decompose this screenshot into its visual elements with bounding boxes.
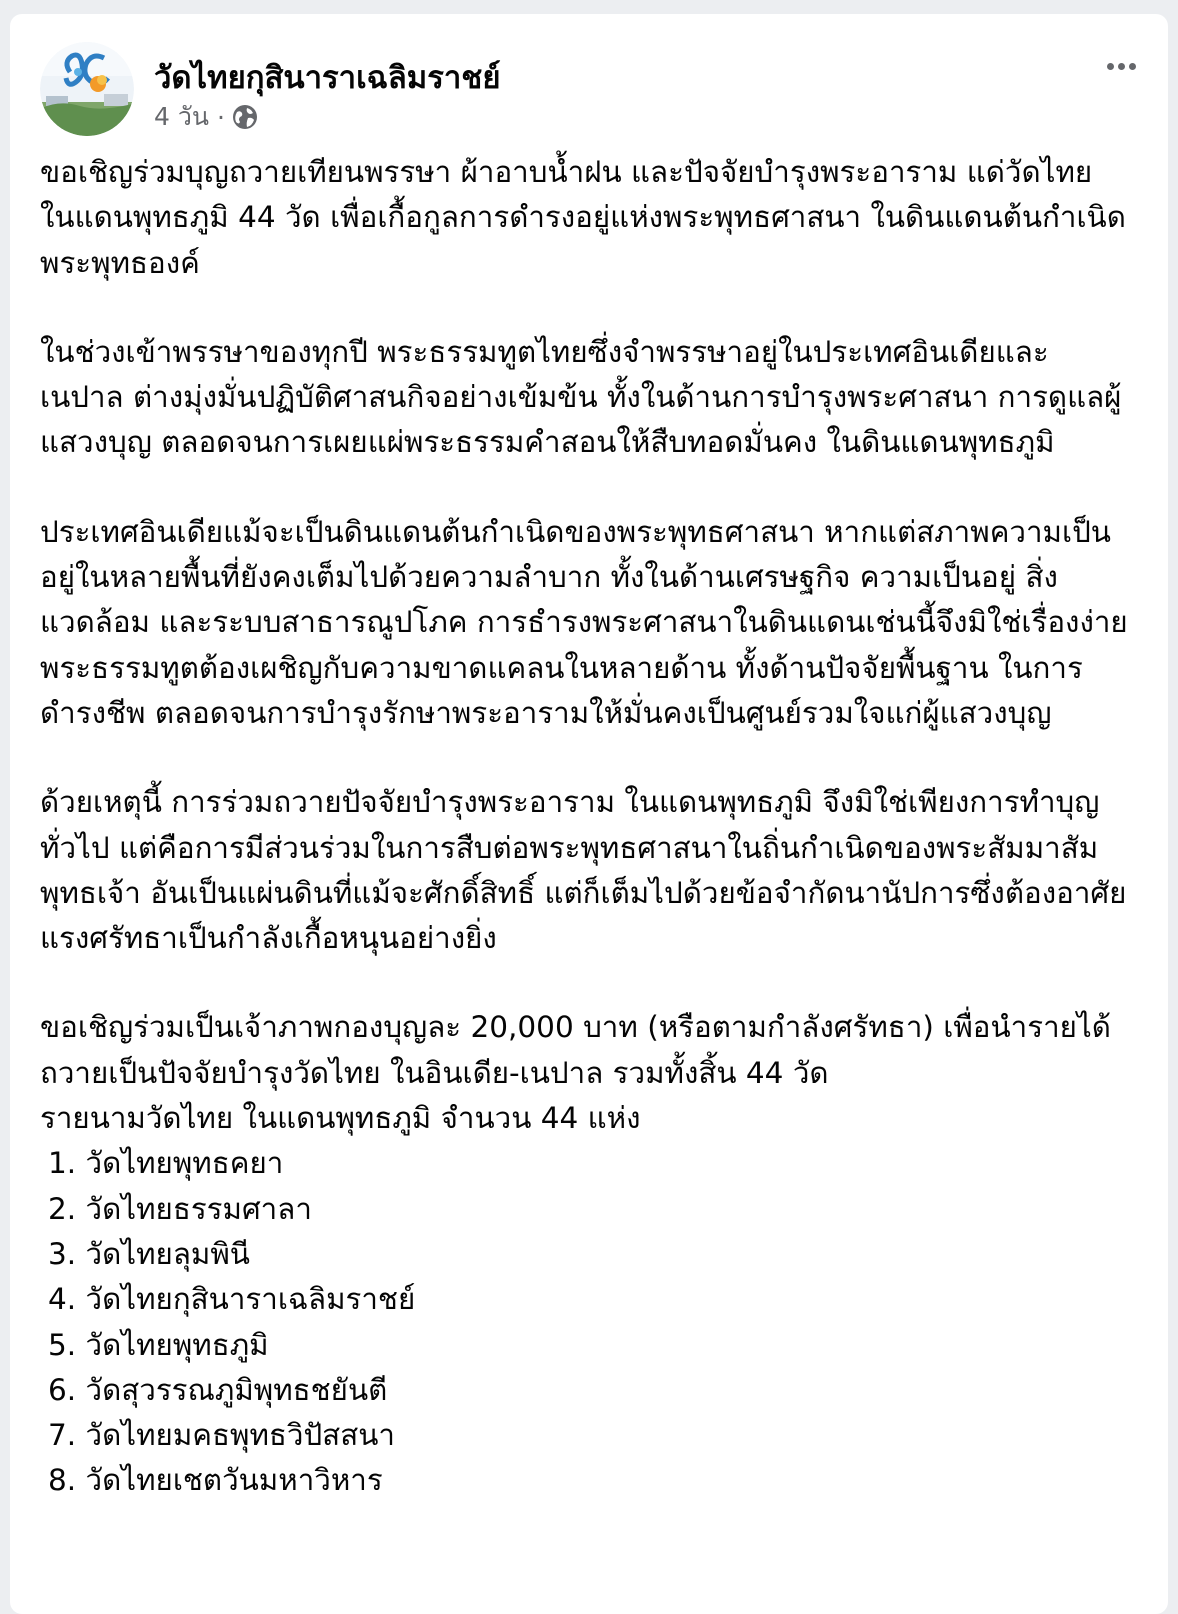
temple-list-item: 4. วัดไทยกุสินาราเฉลิมราชย์: [48, 1282, 416, 1317]
temple-list-item: 6. วัดสุวรรณภูมิพุทธชยันตี: [48, 1372, 388, 1407]
post-meta: [154, 100, 259, 134]
post-paragraph: ขอเชิญร่วมบุญถวายเทียนพรรษา ผ้าอาบน้ำฝน และปัจจัยบำรุงพระอาราม แด่วัดไทย ในแดนพุทธภูมิ 44 วัด เพื่อเกื้อกูลการดำรงอยู่แห่งพระพุทธศาสนา ในดินแดนต้นกำเนิดพระพุทธองค์: [40, 155, 1126, 280]
temple-list-item: 8. วัดไทยเชตวันมหาวิหาร: [48, 1463, 383, 1498]
post-body: [40, 150, 1130, 1504]
temple-list-heading: รายนามวัดไทย ในแดนพุทธภูมิ จำนวน 44 แห่ง: [40, 1101, 641, 1136]
more-dot: [1118, 63, 1125, 70]
more-dot: [1107, 63, 1114, 70]
temple-list-item: 3. วัดไทยลุมพินี: [48, 1236, 250, 1271]
post-paragraph: ด้วยเหตุนี้ การร่วมถวายปัจจัยบำรุงพระอาราม ในแดนพุทธภูมิ จึงมิใช่เพียงการทำบุญทั่วไป แต่คือการมีส่วนร่วมในการสืบต่อพระพุทธศาสนาในถิ่นกำเนิดของพระสัมมาสัมพุทธเจ้า อันเป็นแผ่นดินที่แม้จะศักดิ์สิทธิ์ แต่ก็เต็มไปด้วยข้อจำกัดนานัปการซึ่งต้องอาศัยแรงศรัทธาเป็นกำลังเกื้อหนุนอย่างยิ่ง: [40, 785, 1127, 956]
temple-list-item: 7. วัดไทยมคธพุทธวิปัสสนา: [48, 1418, 395, 1453]
post-paragraph: ในช่วงเข้าพรรษาของทุกปี พระธรรมทูตไทยซึ่งจำพรรษาอยู่ในประเทศอินเดียและเนปาล ต่างมุ่งมั่นปฏิบัติศาสนกิจอย่างเข้มข้น ทั้งในด้านการบำรุงพระศาสนา การดูแลผู้แสวงบุญ ตลอดจนการเผยแผ่พระธรรมคำสอนให้สืบทอดมั่นคง ในดินแดนพุทธภูมิ: [40, 334, 1122, 460]
page-avatar[interactable]: [40, 42, 134, 136]
post-paragraph: ขอเชิญร่วมเป็นเจ้าภาพกองบุญละ 20,000 บาท (หรือตามกำลังศรัทธา) เพื่อนำรายได้ถวายเป็นปัจจัยบำรุงวัดไทย ในอินเดีย-เนปาล รวมทั้งสิ้น 44 วัด: [40, 1010, 1111, 1090]
more-dot: [1129, 63, 1136, 70]
post-paragraph: ประเทศอินเดียแม้จะเป็นดินแดนต้นกำเนิดของพระพุทธศาสนา หากแต่สภาพความเป็นอยู่ในหลายพื้นที่ยังคงเต็มไปด้วยความลำบาก ทั้งในด้านเศรษฐกิจ ความเป็นอยู่ สิ่งแวดล้อม และระบบสาธารณูปโภค การธำรงพระศาสนาในดินแดนเช่นนี้จึงมิใช่เรื่องง่าย พระธรรมทูตต้องเผชิญกับความขาดแคลนในหลายด้าน ทั้งด้านปัจจัยพื้นฐาน ในการดำรงชีพ ตลอดจนการบำรุงรักษาพระอารามให้มั่นคงเป็นศูนย์รวมใจแก่ผู้แสวงบุญ: [40, 514, 1128, 730]
temple-logo-image: [40, 42, 134, 136]
post-card: [10, 14, 1168, 1614]
temple-list-item: 1. วัดไทยพุทธคยา: [48, 1146, 284, 1181]
globe-icon[interactable]: [231, 103, 259, 131]
meta-separator: ·: [216, 102, 225, 132]
post-timestamp[interactable]: 4 วัน: [154, 102, 209, 131]
temple-list-item: 5. วัดไทยพุทธภูมิ: [48, 1327, 269, 1362]
temple-list: [40, 1141, 1130, 1503]
more-options-button[interactable]: [1096, 48, 1146, 84]
page-name-link[interactable]: วัดไทยกุสินาราเฉลิมราชย์: [154, 60, 501, 96]
temple-list-item: 2. วัดไทยธรรมศาลา: [48, 1191, 312, 1226]
